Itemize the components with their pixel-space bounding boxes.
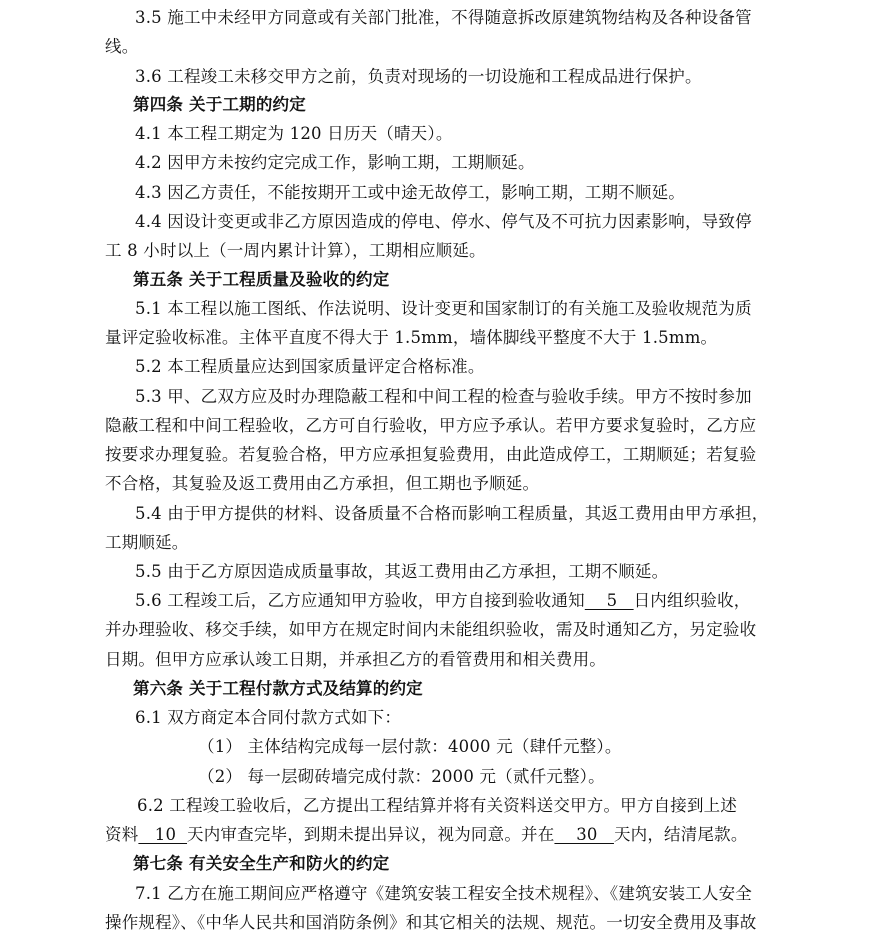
clause-5-3: 5.3 甲、乙双方应及时办理隐蔽工程和中间工程的检查与验收手续。甲方不按时参加 bbox=[135, 387, 752, 406]
clause-5-4: 5.4 由于甲方提供的材料、设备质量不合格而影响工程质量，其返工费用由甲方承担， bbox=[135, 504, 769, 523]
payment-item-2: （2） 每一层砌砖墙完成付款：2000 元（贰仟元整）。 bbox=[198, 767, 605, 786]
clause-6-2-text-mid: 天内审查完毕，到期未提出异议，视为同意。并在 bbox=[187, 825, 555, 844]
clause-3-5: 3.5 施工中未经甲方同意或有关部门批准，不得随意拆改原建筑物结构及各种设备管 bbox=[135, 8, 752, 27]
clause-3-6: 3.6 工程竣工未移交甲方之前，负责对现场的一切设施和工程成品进行保护。 bbox=[135, 67, 702, 86]
clause-3-5-cont: 线。 bbox=[105, 37, 139, 56]
section-heading-4: 第四条 关于工期的约定 bbox=[133, 95, 306, 114]
clause-5-6 bbox=[135, 590, 751, 612]
settlement-days-blank: 30 bbox=[554, 825, 614, 844]
clause-6-2-text: 资料 bbox=[105, 825, 139, 844]
clause-4-4: 4.4 因设计变更或非乙方原因造成的停电、停水、停气及不可抗力因素影响，导致停 bbox=[135, 212, 752, 231]
clause-5-6-cont: 并办理验收、移交手续，如甲方在规定时间内未能组织验收，需及时通知乙方，另定验收 bbox=[105, 620, 757, 639]
payment-item-1: （1） 主体结构完成每一层付款：4000 元（肆仟元整）。 bbox=[198, 737, 622, 756]
clause-5-6-text-end: 日内组织验收， bbox=[633, 591, 751, 610]
clause-4-3: 4.3 因乙方责任，不能按期开工或中途无故停工，影响工期，工期不顺延。 bbox=[135, 183, 685, 202]
clause-5-3-cont: 按要求办理复验。若复验合格，甲方应承担复验费用，由此造成停工，工期顺延；若复验 bbox=[105, 445, 757, 464]
clause-5-5: 5.5 由于乙方原因造成质量事故，其返工费用由乙方承担，工期不顺延。 bbox=[135, 562, 669, 581]
clause-7-1-cont: 操作规程》、《中华人民共和国消防条例》和其它相关的法规、规范。一切安全费用及事故 bbox=[105, 913, 757, 932]
clause-5-4-cont: 工期顺延。 bbox=[105, 533, 189, 552]
clause-5-3-cont: 隐蔽工程和中间工程验收，乙方可自行验收，甲方应予承认。若甲方要求复验时，乙方应 bbox=[105, 416, 757, 435]
clause-6-2-text-end: 天内，结清尾款。 bbox=[613, 825, 748, 844]
section-heading-7: 第七条 有关安全生产和防火的约定 bbox=[133, 854, 390, 873]
clause-5-6-text: 5.6 工程竣工后，乙方应通知甲方验收，甲方自接到验收通知 bbox=[135, 591, 585, 610]
clause-6-1: 6.1 双方商定本合同付款方式如下： bbox=[135, 708, 402, 727]
inspection-days-blank: 5 bbox=[584, 591, 634, 610]
section-heading-5: 第五条 关于工程质量及验收的约定 bbox=[133, 270, 390, 289]
clause-6-2-cont bbox=[105, 824, 748, 846]
clause-6-2: 6.2 工程竣工验收后，乙方提出工程结算并将有关资料送交甲方。甲方自接到上述 bbox=[137, 796, 738, 815]
clause-4-1: 4.1 本工程工期定为 120 日历天（晴天）。 bbox=[135, 124, 453, 143]
clause-5-2: 5.2 本工程质量应达到国家质量评定合格标准。 bbox=[135, 357, 485, 376]
clause-4-2: 4.2 因甲方未按约定完成工作，影响工期，工期顺延。 bbox=[135, 153, 535, 172]
clause-5-3-cont: 不合格，其复验及返工费用由乙方承担，但工期也予顺延。 bbox=[105, 474, 540, 493]
section-heading-6: 第六条 关于工程付款方式及结算的约定 bbox=[133, 679, 423, 698]
clause-7-1: 7.1 乙方在施工期间应严格遵守《建筑安装工程安全技术规程》、《建筑安装工人安全 bbox=[135, 884, 752, 903]
clause-5-6-cont: 日期。但甲方应承认竣工日期，并承担乙方的看管费用和相关费用。 bbox=[105, 650, 606, 669]
clause-5-1-cont: 量评定验收标准。主体平直度不得大于 1.5mm，墙体脚线平整度不大于 1.5mm。 bbox=[105, 328, 718, 347]
review-days-blank: 10 bbox=[138, 825, 188, 844]
clause-4-4-cont: 工 8 小时以上（一周内累计计算），工期相应顺延。 bbox=[105, 241, 486, 260]
clause-5-1: 5.1 本工程以施工图纸、作法说明、设计变更和国家制订的有关施工及验收规范为质 bbox=[135, 299, 752, 318]
